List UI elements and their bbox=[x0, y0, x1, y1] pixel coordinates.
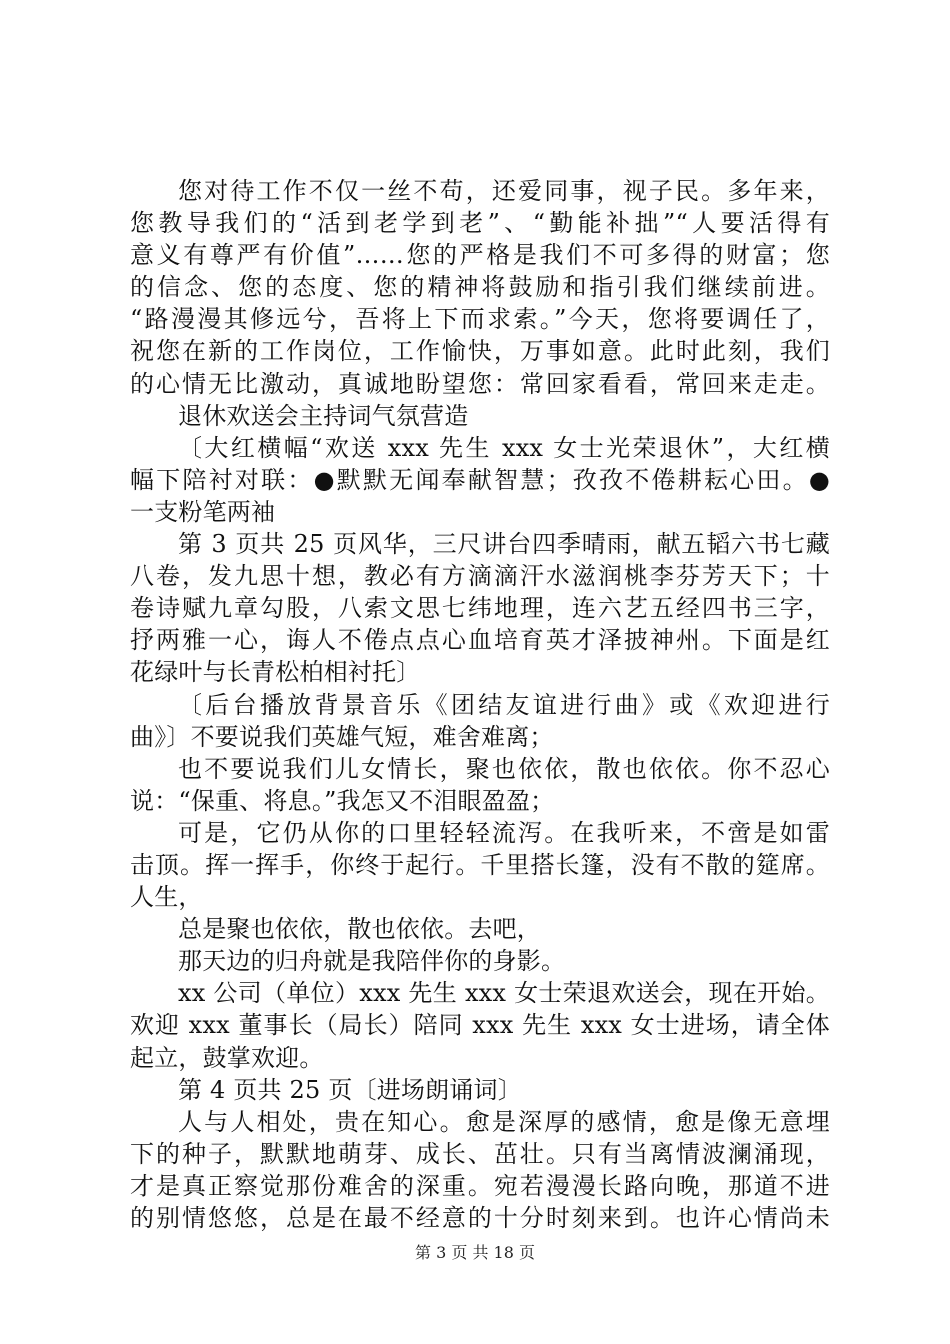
text-line: 第 3 页共 25 页风华，三尺讲台四季晴雨，献五韬六书七藏 bbox=[178, 530, 830, 559]
text-line: 说：“保重、将息。”我怎又不泪眼盈盈； bbox=[130, 786, 555, 815]
text-line: 人生， bbox=[130, 883, 203, 912]
text-line: “路漫漫其修远兮，吾将上下而求索。”今天，您将要调任了， bbox=[130, 305, 830, 334]
text-line: 下的种子，默默地萌芽、成长、茁壮。只有当离情波澜涌现， bbox=[130, 1139, 830, 1168]
body-text bbox=[130, 175, 830, 1234]
text-line: 可是，它仍从你的口里轻轻流泻。在我听来，不啻是如雷 bbox=[178, 818, 830, 847]
text-line: 那天边的归舟就是我陪伴你的身影。 bbox=[178, 947, 566, 976]
text-line: 曲》〕不要说我们英雄气短，难舍难离； bbox=[130, 722, 554, 751]
text-line: 总是聚也依依，散也依依。去吧， bbox=[178, 915, 541, 944]
text-line: 八卷，发九思十想，教必有方滴滴汗水滋润桃李芬芳天下；十 bbox=[130, 562, 830, 591]
text-line: 欢迎 xxx 董事长（局长）陪同 xxx 先生 xxx 女士进场，请全体 bbox=[130, 1011, 830, 1040]
text-line: 才是真正察觉那份难舍的深重。宛若漫漫长路向晚，那道不进 bbox=[130, 1171, 830, 1200]
text-line: 您教导我们的“活到老学到老”、“勤能补拙”“人要活得有 bbox=[130, 209, 830, 238]
text-line: 祝您在新的工作岗位，工作愉快，万事如意。此时此刻，我们 bbox=[130, 337, 830, 366]
text-line: 起立，鼓掌欢迎。 bbox=[130, 1043, 324, 1072]
page-footer: 第 3 页 共 18 页 bbox=[415, 1243, 535, 1262]
text-line: 的心情无比激动，真诚地盼望您：常回家看看，常回来走走。 bbox=[130, 369, 830, 398]
text-line: 退休欢送会主持词气氛营造 bbox=[178, 401, 469, 430]
text-line: xx 公司（单位）xxx 先生 xxx 女士荣退欢送会，现在开始。 bbox=[178, 979, 830, 1008]
text-line: 的信念、您的态度、您的精神将鼓励和指引我们继续前进。 bbox=[130, 273, 830, 302]
text-line: 幅下陪衬对联：●默默无闻奉献智慧；孜孜不倦耕耘心田。● bbox=[130, 465, 830, 494]
text-line: 抒两雅一心，诲人不倦点点心血培育英才泽披神州。下面是红 bbox=[130, 626, 830, 655]
text-line: 卷诗赋九章勾股，八索文思七纬地理，连六艺五经四书三字， bbox=[130, 594, 830, 623]
text-line: 也不要说我们儿女情长，聚也依依，散也依依。你不忍心 bbox=[178, 754, 830, 783]
text-line: 〔大红横幅“欢送 xxx 先生 xxx 女士光荣退休”，大红横 bbox=[178, 433, 830, 462]
text-line: 花绿叶与长青松柏相衬托〕 bbox=[130, 658, 421, 687]
text-line: 〔后台播放背景音乐《团结友谊进行曲》或《欢迎进行 bbox=[178, 690, 830, 719]
text-line: 人与人相处，贵在知心。愈是深厚的感情，愈是像无意埋 bbox=[178, 1107, 830, 1136]
text-line: 您对待工作不仅一丝不苟，还爱同事，视子民。多年来， bbox=[178, 177, 830, 205]
text-line: 第 4 页共 25 页〔进场朗诵词〕 bbox=[178, 1075, 522, 1104]
text-line: 击顶。挥一挥手，你终于起行。千里搭长篷，没有不散的筵席。 bbox=[130, 850, 830, 879]
text-line: 一支粉笔两袖 bbox=[130, 497, 276, 526]
text-line: 意义有尊严有价值”……您的严格是我们不可多得的财富；您 bbox=[130, 241, 830, 270]
text-line: 的别情悠悠，总是在最不经意的十分时刻来到。也许心情尚未 bbox=[130, 1204, 830, 1232]
